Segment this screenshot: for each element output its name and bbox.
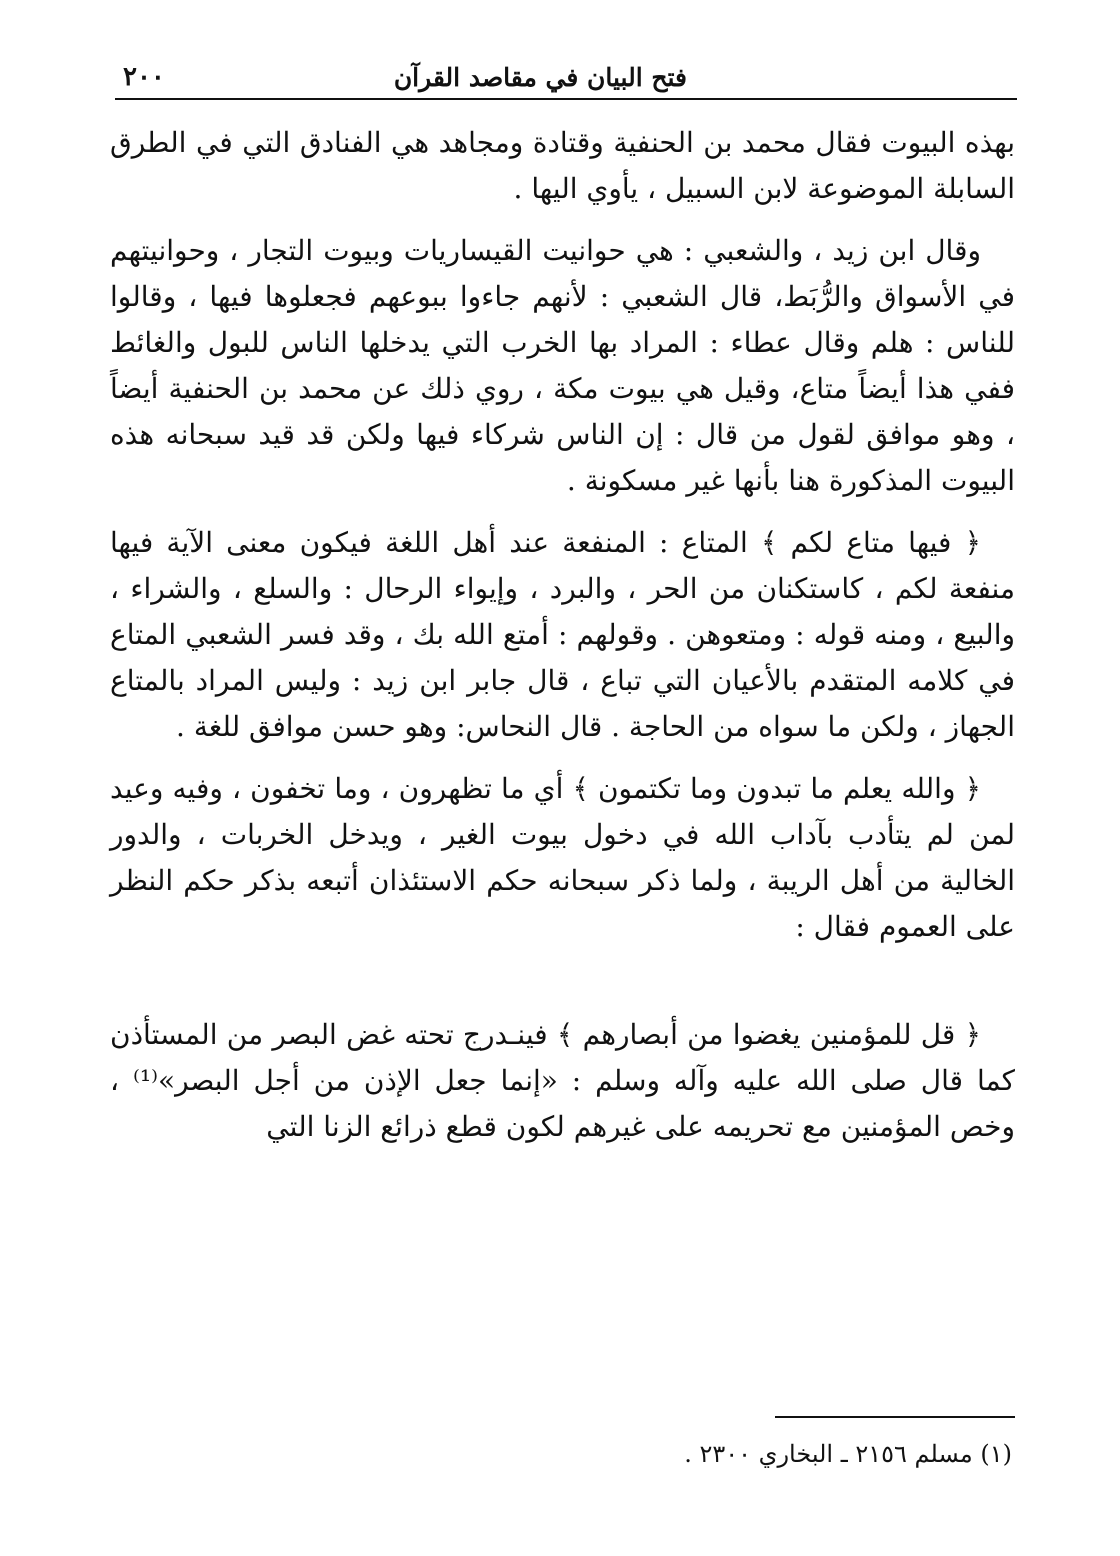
footnote-divider <box>775 1416 1015 1418</box>
paragraph-4: ﴿ والله يعلم ما تبدون وما تكتمون ﴾ أي ما تظهرون ، وما تخفون ، وفيه وعيد لمن لم يتأدب بآداب الله في دخول بيوت الغير ، ويدخل الخربات ، والدور الخالية من أهل الريبة ، ولما ذكر سبحانه حكم الاستئذان أتبعه بذكر حكم النظر على العموم فقال : <box>110 772 1015 943</box>
paragraph-3: ﴿ فيها متاع لكم ﴾ المتاع : المنفعة عند أهل اللغة فيكون معنى الآية فيها منفعة لكم ، كاستكنان من الحر ، والبرد ، وإيواء الرحال : والسلع ، والشراء ، والبيع ، ومنه قوله : ومتعوهن . وقولهم : أمتع الله بك ، وقد فسر الشعبي المتاع في كلامه المتقدم بالأعيان التي تباع ، قال جابر ابن زيد : وليس المراد بالمتاع الجهاز ، ولكن ما سواه من الحاجة . قال النحاس: وهو حسن موافق للغة . <box>110 526 1015 743</box>
running-title: فتح البيان في مقاصد القرآن <box>393 63 687 92</box>
page-header <box>115 50 1017 100</box>
paragraph-2: وقال ابن زيد ، والشعبي : هي حوانيت القيساريات وبيوت التجار ، وحوانيتهم في الأسواق والرُّبَط، قال الشعبي : لأنهم جاءوا ببوعهم فجعلوها فيها ، وقالوا للناس : هلم وقال عطاء : المراد بها الخرب التي يدخلها الناس للبول والغائط ففي هذا أيضاً متاع، وقيل هي بيوت مكة ، روي ذلك عن محمد بن الحنفية أيضاً ، وهو موافق لقول من قال : إن الناس شركاء فيها ولكن قد قيد سبحانه هذه البيوت المذكورة هنا بأنها غير مسكونة . <box>110 234 1016 497</box>
footnote: (١) مسلم ٢١٥٦ ـ البخاري ٢٣٠٠ . <box>684 1440 1012 1468</box>
paragraph-5: ﴿ قل للمؤمنين يغضوا من أبصارهم ﴾ فينـدرج تحته غض البصر من المستأذن كما قال صلى الله عليه وآله وسلم : «إنما جعل الإذن من أجل البصر»⁽¹⁾ ، وخص المؤمنين مع تحريمه على غيرهم لكون قطع ذرائع الزنا التي <box>110 1018 1015 1143</box>
paragraph-1: بهذه البيوت فقال محمد بن الحنفية وقتادة ومجاهد هي الفنادق التي في الطرق السابلة الموضوعة لابن السبيل ، يأوي اليها . <box>110 126 1015 205</box>
page-number: ٢٠٠ <box>123 62 165 92</box>
page-body <box>110 120 1015 1166</box>
